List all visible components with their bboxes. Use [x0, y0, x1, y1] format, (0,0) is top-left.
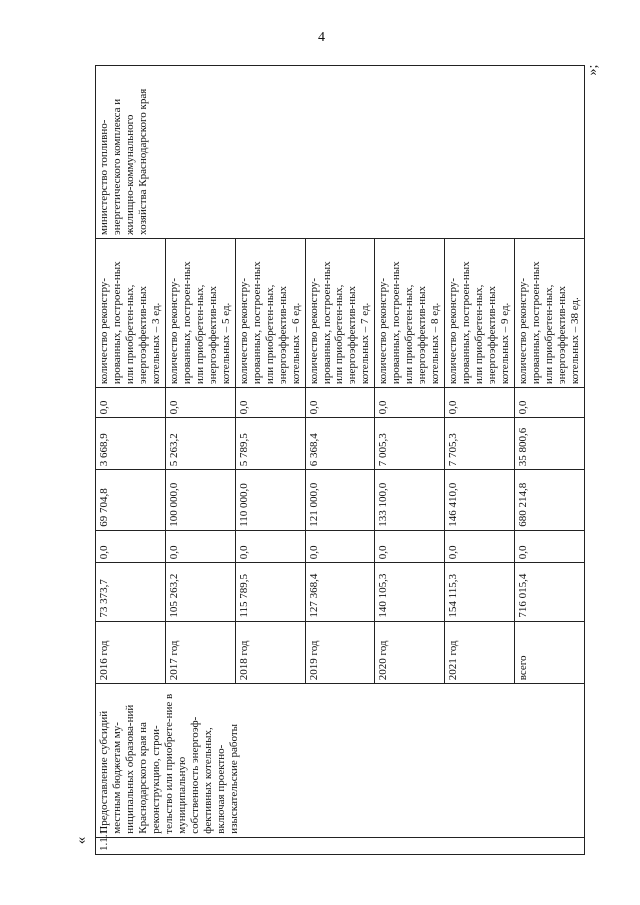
result-cell: количество реконстру-ированных, построен-ных или приобретен-ных, энергоэффектив-ных котельных – 5 ед.	[165, 239, 235, 388]
federal-cell: 0,0	[515, 530, 585, 562]
local-cell: 5 263,2	[165, 418, 235, 470]
total-cell: 716 015,4	[515, 563, 585, 621]
result-cell: количество реконстру-ированных, построен-ных или приобретен-ных, энергоэффектив-ных котельных – 38 ед.	[515, 239, 585, 388]
result-cell: количество реконстру-ированных, построен-ных или приобретен-ных, энергоэффектив-ных котельных – 3 ед.	[96, 239, 166, 388]
federal-cell: 0,0	[235, 530, 305, 562]
year-cell: 2016 год	[96, 621, 166, 684]
regional-cell: 69 704,8	[96, 470, 166, 531]
result-cell: количество реконстру-ированных, построен-ных или приобретен-ных, энергоэффектив-ных котельных – 6 ед.	[235, 239, 305, 388]
other-cell: 0,0	[235, 388, 305, 418]
local-cell: 6 368,4	[305, 418, 375, 470]
year-cell: 2017 год	[165, 621, 235, 684]
other-cell: 0,0	[375, 388, 445, 418]
local-cell: 5 789,5	[235, 418, 305, 470]
local-cell: 35 800,6	[515, 418, 585, 470]
regional-cell: 110 000,0	[235, 470, 305, 531]
year-cell: 2019 год	[305, 621, 375, 684]
local-cell: 3 668,9	[96, 418, 166, 470]
total-cell: 154 115,3	[445, 563, 515, 621]
regional-cell: 100 000,0	[165, 470, 235, 531]
closing-quote: »;	[585, 64, 601, 76]
local-cell: 7 005,3	[375, 418, 445, 470]
result-cell: количество реконстру-ированных, построен-ных или приобретен-ных, энергоэффектив-ных котельных – 7 ед.	[305, 239, 375, 388]
federal-cell: 0,0	[96, 530, 166, 562]
other-cell: 0,0	[305, 388, 375, 418]
executor-cell: министерство топливно-энергетического комплекса и жилищно-коммунального хозяйства Краснодарского края	[96, 66, 585, 239]
year-cell: 2020 год	[375, 621, 445, 684]
other-cell: 0,0	[515, 388, 585, 418]
federal-cell: 0,0	[375, 530, 445, 562]
result-cell: количество реконстру-ированных, построен-ных или приобретен-ных, энергоэффектив-ных котельных – 9 ед.	[445, 239, 515, 388]
year-cell: 2021 год	[445, 621, 515, 684]
other-cell: 0,0	[445, 388, 515, 418]
other-cell: 0,0	[96, 388, 166, 418]
table-body	[96, 66, 585, 855]
year-cell: всего	[515, 621, 585, 684]
total-cell: 73 373,7	[96, 563, 166, 621]
total-cell: 140 105,3	[375, 563, 445, 621]
measure-name-cell: Предоставление субсидий местным бюджетам му-ниципальных образова-ний Краснодарского края на реконструкцию, строи-тельство или приобрете-ние в муниципальную собственность энергоэф-фективных котельных, включая проектно-изыскательские работы	[96, 684, 585, 837]
federal-cell: 0,0	[445, 530, 515, 562]
table-row	[96, 66, 166, 855]
total-cell: 127 368,4	[305, 563, 375, 621]
rotated-table-wrapper	[95, 65, 585, 855]
row-number-cell: 1.1.1	[96, 837, 585, 854]
federal-cell: 0,0	[305, 530, 375, 562]
total-cell: 115 789,5	[235, 563, 305, 621]
regional-cell: 121 000,0	[305, 470, 375, 531]
page-number: 4	[318, 30, 325, 45]
total-cell: 105 263,2	[165, 563, 235, 621]
regional-cell: 146 410,0	[445, 470, 515, 531]
program-measures-table	[95, 65, 585, 855]
other-cell: 0,0	[165, 388, 235, 418]
opening-quote: «	[73, 836, 90, 845]
local-cell: 7 705,3	[445, 418, 515, 470]
regional-cell: 133 100,0	[375, 470, 445, 531]
regional-cell: 680 214,8	[515, 470, 585, 531]
federal-cell: 0,0	[165, 530, 235, 562]
result-cell: количество реконстру-ированных, построен-ных или приобретен-ных, энергоэффектив-ных котельных – 8 ед.	[375, 239, 445, 388]
year-cell: 2018 год	[235, 621, 305, 684]
